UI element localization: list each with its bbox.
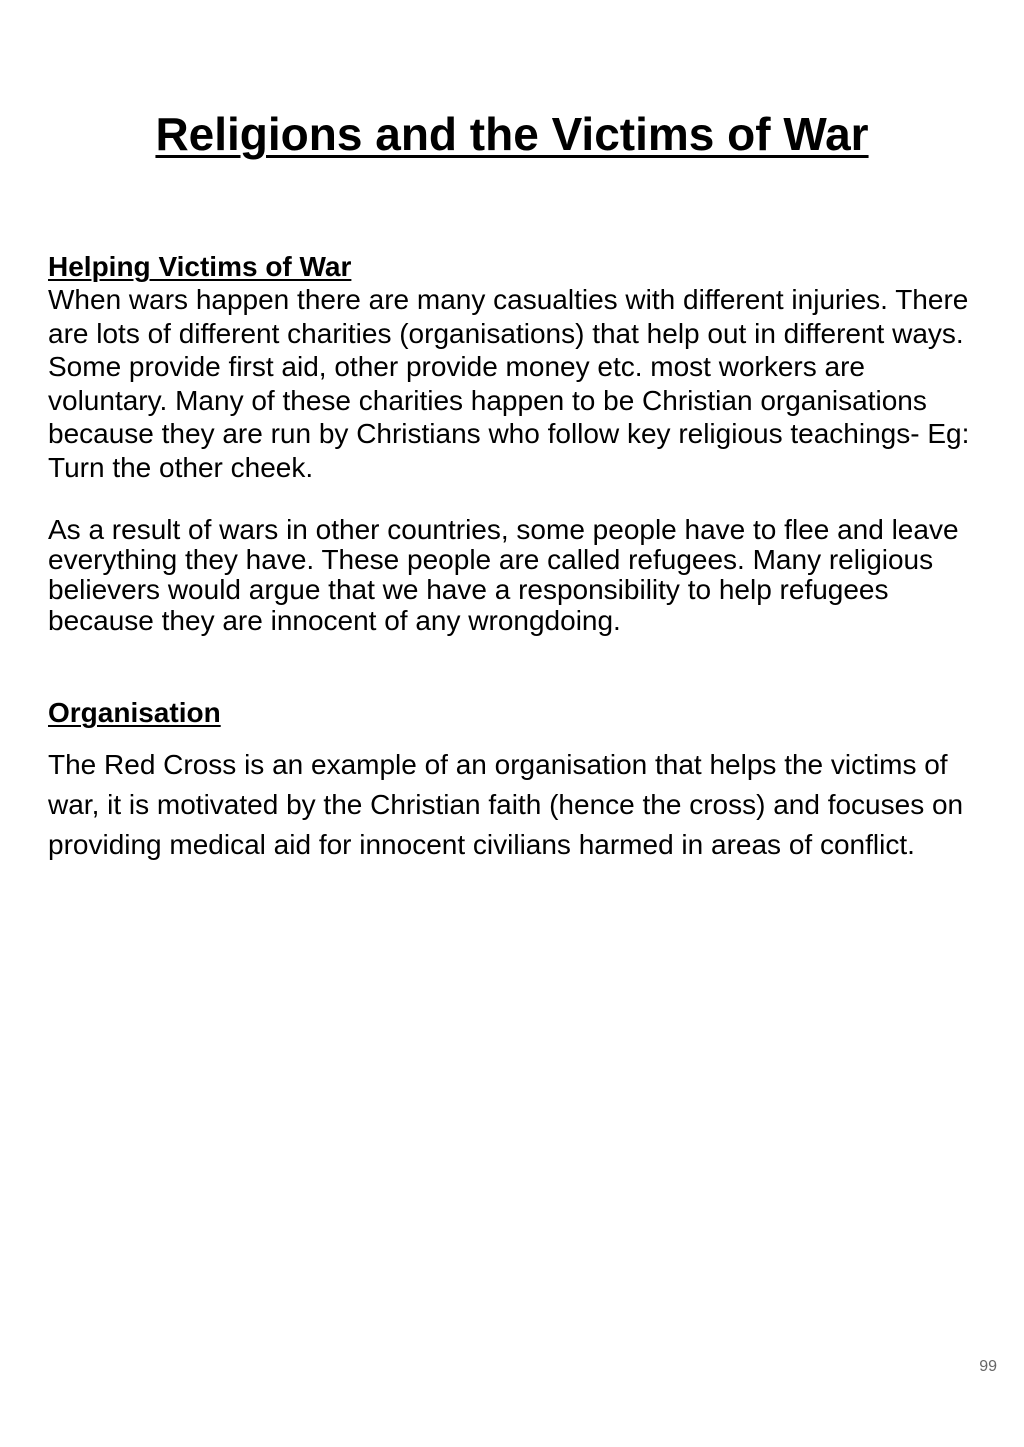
paragraph: The Red Cross is an example of an organisation that helps the victims of war, it is motivated by the Christian faith (hence the cross) and focuses on providing medical aid for innocent civilians harmed in areas of conflict.	[48, 749, 964, 860]
paragraph: When wars happen there are many casualties with different injuries. There are lots of different charities (organisations) that help out in different ways. Some provide first aid, other provide money etc. most workers are voluntary. Many of these charities happen to be Christian organisations because they are run by Christians who follow key religious teachings- Eg: Turn the other cheek.	[48, 284, 970, 483]
paragraph: As a result of wars in other countries, some people have to flee and leave everything they have. These people are called refugees. Many religious believers would argue that we have a responsibility to help refugees because they are innocent of any wrongdoing.	[48, 513, 959, 636]
section-heading: Organisation	[48, 697, 221, 728]
section-helping-victims-of-war	[48, 251, 988, 636]
page-number: 99	[979, 1358, 997, 1375]
section-heading: Helping Victims of War	[48, 251, 352, 282]
page-title: Religions and the Victims of War	[155, 108, 869, 160]
section-organisation	[48, 697, 988, 865]
